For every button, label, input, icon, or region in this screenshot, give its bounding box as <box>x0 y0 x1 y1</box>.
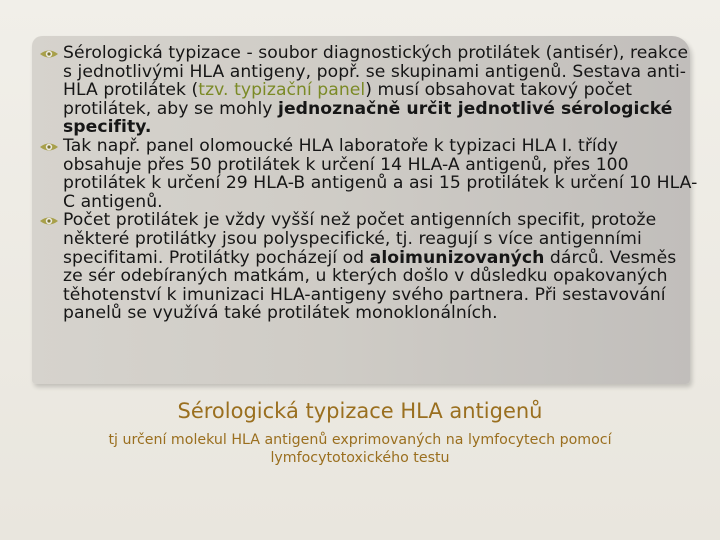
bullet-2-text: Tak např. panel olomoucké HLA laboratoře k typizaci HLA I. třídy obsahuje přes 50 protilátek k určení 14 HLA-A antigenů, přes 100 protilátek k určení 29 HLA-B antigenů a asi 15 protilátek k určení 10 HLA-C antigenů. <box>63 135 698 212</box>
bullet-1-bold: jednoznačně určit jednotlivé sérologické specifity. <box>63 98 673 138</box>
bullet-1-text-part-1: Sérologická typizace - soubor diagnostických protilátek (antisér), reakce s jednotlivými HLA antigeny, popř. se skupinami antigenů. Sestava anti-HLA protilátek ( <box>63 43 689 101</box>
eye-bullet-icon <box>38 45 60 63</box>
bullet-3-text-part-2: dárců. Vesměs ze sér odebíraných matkám, u kterých došlo v důsledku opakovaných těhotenství k imunizaci HLA-antigeny svého partnera. Při sestavování panelů se využívá také protilátek monoklonálních. <box>63 247 677 324</box>
bullet-list <box>38 44 698 323</box>
eye-bullet-icon <box>38 138 60 156</box>
bullet-item-olomouc-panel <box>38 137 698 211</box>
eye-bullet-icon <box>38 212 60 230</box>
bullet-3-text-part-1: Počet protilátek je vždy vyšší než počet antigenních specifit, protože některé protilátky jsou polyspecifické, tj. reagují s více antigenními specifitami. Protilátky pocházejí od <box>63 210 657 268</box>
bullet-3-bold: aloimunizovaných <box>369 247 545 268</box>
bullet-item-antibody-count <box>38 211 698 323</box>
bullet-item-serologic-typing <box>38 44 698 137</box>
bullet-1-text-part-2: ) musí obsahovat takový počet protilátek, aby se mohly <box>63 80 633 119</box>
section-heading: Sérologická typizace HLA antigenů <box>177 399 543 423</box>
bullet-1-highlight: tzv. typizační panel <box>198 80 366 101</box>
section-subheading: tj určení molekul HLA antigenů exprimovaných na lymfocytech pomocí lymfocytotoxického testu <box>108 432 612 466</box>
